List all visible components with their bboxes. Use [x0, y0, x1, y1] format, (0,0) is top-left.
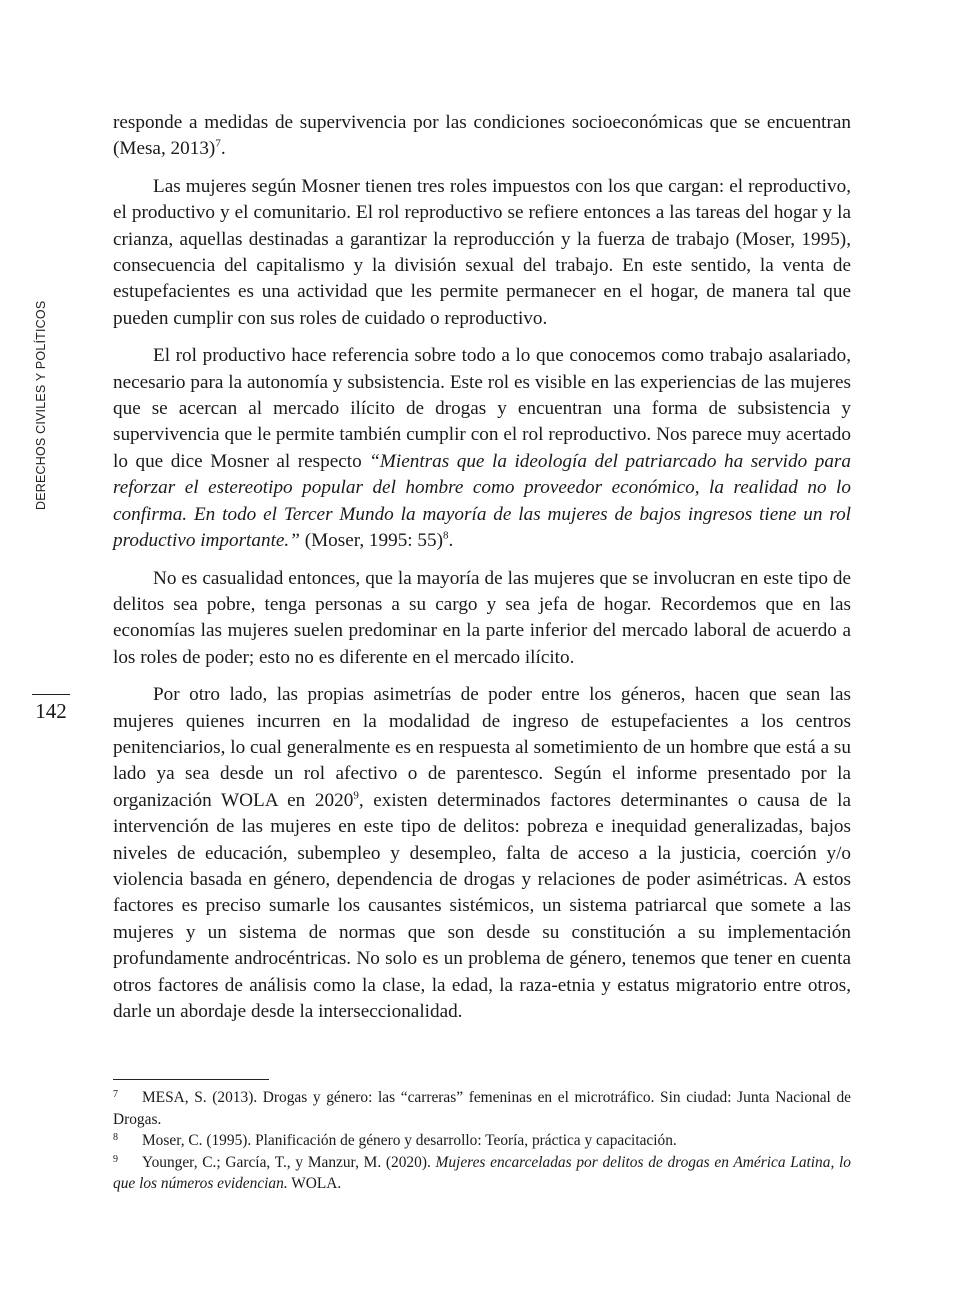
body-text — [113, 110, 851, 1025]
paragraph-4: No es casualidad entonces, que la mayoría de las mujeres que se involucran en este tipo de delitos sea pobre, tenga personas a su cargo y sea jefa de hogar. Recordemos que en las economías las mujeres suelen predominar en la parte inferior del mercado laboral de acuerdo a los roles de poder; esto no es diferente en el mercado ilícito. — [113, 567, 851, 668]
footnote-ref-8[interactable]: 8 — [443, 529, 449, 542]
footnote-ref-7[interactable]: 7 — [215, 138, 221, 151]
citation: (Moser, 1995: 55) — [299, 530, 444, 552]
footnote-ref-9[interactable]: 9 — [353, 789, 359, 802]
block-quote: “Mientras que la ideología del patriarcado ha servido para reforzar el estereotipo popular del hombre como proveedor económico, la realidad no lo confirma. En todo el Tercer Mundo la mayoría de las mujeres de bajos ingresos tiene un rol productivo importante.” — [113, 450, 851, 552]
paragraph-5: Por otro lado, las propias asimetrías de poder entre los géneros, hacen que sean las mujeres quienes incurren en la modalidad de ingreso de estupefacientes a los centros penitenciarios, lo cual generalmente es en respuesta al sometimiento de un hombre que está a su lado ya sea desde un rol afectivo o de parentesco. Según el informe presentado por la organización WOLA en 2020$^9$, existen determinados factores determinantes o causa de la intervención de las mujeres en este tipo de delitos: pobreza e inequidad generalizadas, bajos niveles de educación, subempleo y desempleo, falta de acceso a la justicia, coerción y/o violencia basada en género, dependencia de drogas y relaciones de poder asimétricas. A estos factores es preciso sumarle los causantes sistémicos, un sistema patriarcal que somete a las mujeres y un sistema de normas que son desde su constitución a su implementación profundamente androcéntricas. No solo es un problema de género, tenemos que tener en cuenta otros factores de análisis como la clase, la edad, la raza-etnia y estatus migratorio entre otros, darle un abordaje desde la interseccionalidad. — [113, 684, 851, 1022]
footnotes — [113, 1087, 851, 1195]
footnote-9: 9 Younger, C.; García, T., y Manzur, M. (2020). Mujeres encarceladas por delitos de drogas en América Latina, lo que los números evidencian. WOLA. — [113, 1153, 852, 1192]
footnote-divider — [113, 1079, 269, 1080]
footnote-8: 8 Moser, C. (1995). Planificación de género y desarrollo: Teoría, práctica y capacitación. — [113, 1132, 677, 1149]
footnote-title: Mujeres encarceladas por delitos de drogas en América Latina, lo que los números evidencian. — [113, 1153, 852, 1192]
footnote-7: 7 MESA, S. (2013). Drogas y género: las “carreras” femeninas en el microtráfico. Sin ciudad: Junta Nacional de Drogas. — [113, 1089, 851, 1128]
running-section-title: DERECHOS CIVILES Y POLÍTICOS — [34, 300, 48, 510]
paragraph-2: Las mujeres según Mosner tienen tres roles impuestos con los que cargan: el reproductivo, el productivo y el comunitario. El rol reproductivo se refiere entonces a las tareas del hogar y la crianza, aquellas destinadas a garantizar la reproducción y la fuerza de trabajo (Moser, 1995), consecuencia del capitalismo y la división sexual del trabajo. En este sentido, la venta de estupefacientes es una actividad que les permite permanecer en el hogar, de manera tal que pueden cumplir con sus roles de cuidado o reproductivo. — [113, 175, 851, 329]
footnote-number: 9 — [113, 1153, 118, 1165]
footnote-number: 7 — [113, 1089, 118, 1100]
paragraph-1: responde a medidas de supervivencia por las condiciones socioeconómicas que se encuentran (Mesa, 2013)$^7$. — [113, 112, 851, 160]
footnote-number: 8 — [113, 1132, 118, 1143]
page-number: 142 — [32, 694, 70, 724]
paragraph-3: El rol productivo hace referencia sobre todo a lo que conocemos como trabajo asalariado, necesario para la autonomía y subsistencia. Este rol es visible en las experiencias de las mujeres que se acercan al mercado ilícito de drogas y encuentran una forma de subsistencia y supervivencia que le permite también cumplir con el rol reproductivo. Nos parece muy acertado lo que dice Mosner al respecto “Mientras que la ideología del patriarcado ha servido para reforzar el estereotipo popular del hombre como proveedor económico, la realidad no lo confirma. En todo el Tercer Mundo la mayoría de las mujeres de bajos ingresos tiene un rol productivo importante.” (Moser, 1995: 55)$^8$. — [113, 345, 851, 552]
